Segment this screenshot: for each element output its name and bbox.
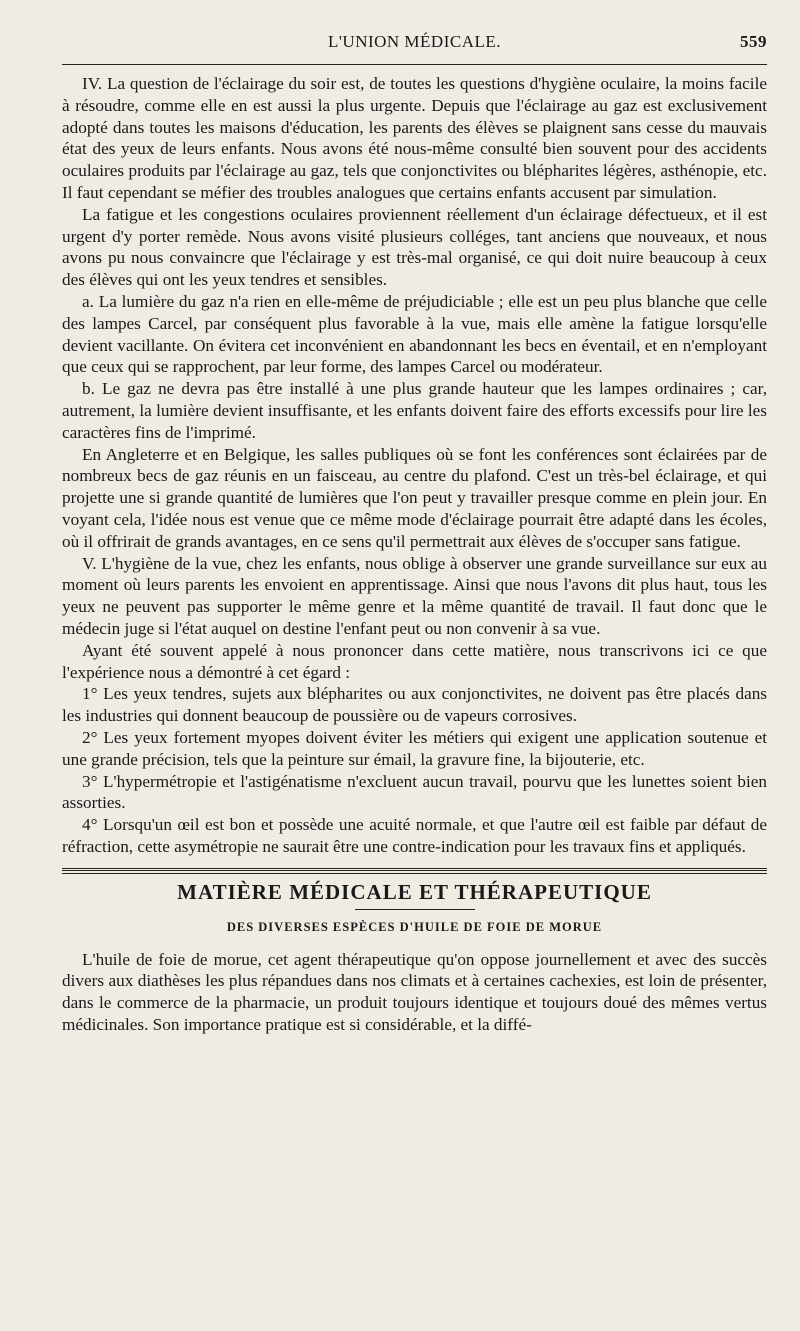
title-rule	[355, 909, 475, 910]
section-body	[62, 949, 767, 1036]
page	[62, 28, 767, 1036]
paragraph: Ayant été souvent appelé à nous prononcer dans cette matière, nous transcrivons ici ce que l'expérience nous a démontré à cet égard :	[62, 640, 767, 682]
article-title: DES DIVERSES ESPÈCES D'HUILE DE FOIE DE MORUE	[226, 919, 603, 934]
article-body	[62, 73, 767, 858]
paragraph: En Angleterre et en Belgique, les salles publiques où se font les conférences sont éclairées par de nombreux becs de gaz réunis en un faisceau, au centre du plafond. C'est un très-bel éclairage, et qui projette une si grande quantité de lumières que l'on peut y travailler presque comme en plein jour. En voyant cela, l'idée nous est venue que ce même mode d'éclairage pourrait être adapté dans les écoles, où il offrirait de grands avantages, en ce sens qu'il permettrait aux élèves de s'occuper sans fatigue.	[62, 444, 767, 551]
paragraph: 1° Les yeux tendres, sujets aux blépharites ou aux conjonctivites, ne doivent pas être placés dans les industries qui donnent beaucoup de poussière ou de vapeurs corrosives.	[62, 684, 767, 726]
paragraph: a. La lumière du gaz n'a rien en elle-même de préjudiciable ; elle est un peu plus blanche que celle des lampes Carcel, par conséquent plus favorable à la vue, mais elle amène la fatigue lorsqu'elle devient vacillante. On évitera cet inconvénient en abandonnant les becs en éventail, et en n'employant que ceux qui se rapprochent, par leur forme, des lampes Carcel ou modérateur.	[62, 291, 767, 377]
running-title: L'UNION MÉDICALE.	[327, 32, 502, 51]
section-rule	[62, 868, 767, 874]
paragraph: IV. La question de l'éclairage du soir est, de toutes les questions d'hygiène oculaire, la moins facile à résoudre, comme elle en est aussi la plus urgente. Depuis que l'éclairage au gaz est exclusivement adopté dans toutes les maisons d'éducation, les parents des élèves se plaignent sans cesse du mauvais état des yeux de leurs enfants. Nous avons été nous-même consulté bien souvent pour des accidents oculaires produits par l'éclairage au gaz, tels que conjonctivites ou blépharites légères, asthénopie, etc. Il faut cependant se méfier des troubles analogues que certains enfants accusent par simulation.	[62, 74, 767, 202]
header-rule	[62, 64, 767, 65]
paragraph: V. L'hygiène de la vue, chez les enfants, nous oblige à observer une grande surveillance sur eux au moment où leurs parents les envoient en apprentissage. Ainsi que nous l'avons dit plus haut, tous les yeux ne peuvent pas supporter le même genre et la même quantité de travail. Il faut donc que le médecin juge si l'état auquel on destine l'enfant peut ou non convenir à sa vue.	[62, 553, 767, 638]
paragraph: La fatigue et les congestions oculaires proviennent réellement d'un éclairage défectueux, et il est urgent d'y porter remède. Nous avons visité plusieurs colléges, tant anciens que nouveaux, et nous avons pu nous convaincre que l'éclairage y est très-mal organisé, ce qui doit nuire beaucoup à ceux des élèves qui ont les yeux tendres et sensibles.	[62, 204, 767, 290]
paragraph: 4° Lorsqu'un œil est bon et possède une acuité normale, et que l'autre œil est faible par défaut de réfraction, cette asymétropie ne saurait être une contre-indication pour les travaux fins et appliqués.	[62, 815, 767, 856]
page-header	[62, 28, 767, 58]
section-title: MATIÈRE MÉDICALE ET THÉRAPEUTIQUE	[177, 879, 652, 904]
paragraph: b. Le gaz ne devra pas être installé à une plus grande hauteur que les lampes ordinaires ; car, autrement, la lumière devient insuffisante, et les enfants doivent faire des efforts excessifs pour lire les caractères fins de l'imprimé.	[62, 379, 767, 442]
paragraph: L'huile de foie de morue, cet agent thérapeutique qu'on oppose journellement et avec des succès divers aux diathèses les plus répandues dans nos climats et à certaines cachexies, est loin de présenter, dans le commerce de la pharmacie, un produit toujours identique et toujours doué des mêmes vertus médicinales. Son importance pratique est si considérable, et la diffé-	[62, 949, 767, 1035]
paragraph: 2° Les yeux fortement myopes doivent éviter les métiers qui exigent une application soutenue et une grande précision, tels que la peinture sur émail, la gravure fine, la bijouterie, etc.	[62, 727, 767, 769]
page-number: 559	[740, 32, 767, 51]
paragraph: 3° L'hypermétropie et l'astigénatisme n'excluent aucun travail, pourvu que les lunettes soient bien assorties.	[62, 771, 767, 813]
